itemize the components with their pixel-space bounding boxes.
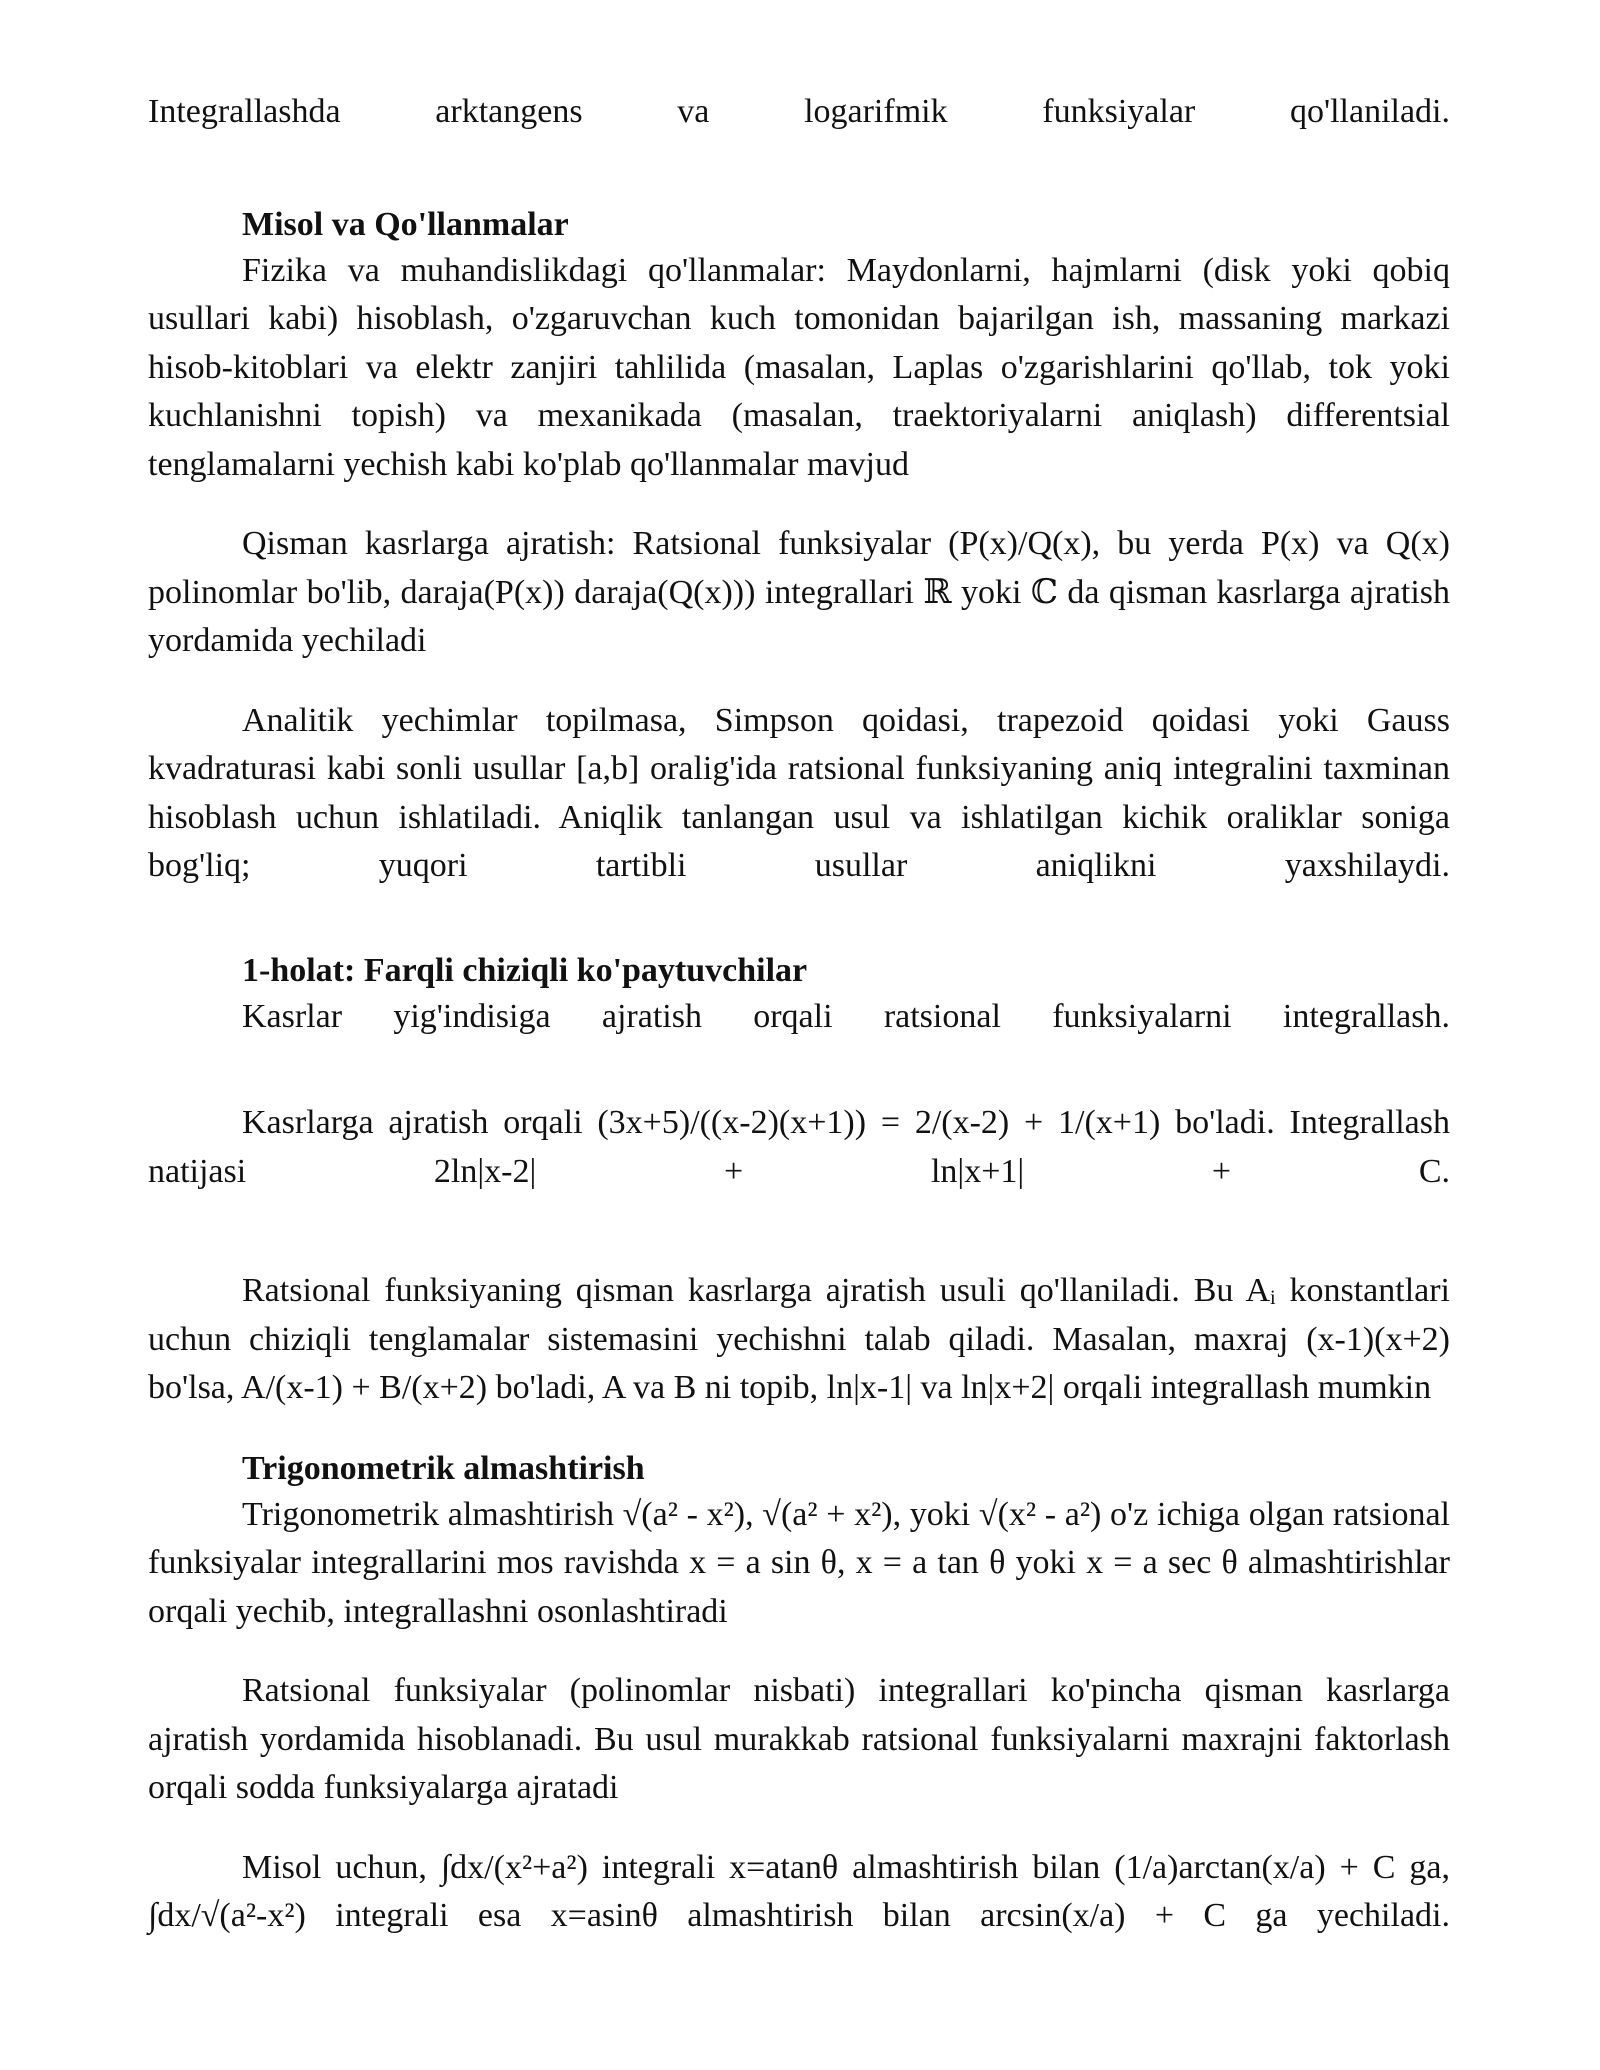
paragraph-applications: Fizika va muhandislikdagi qo'llanmalar: Maydonlarni, hajmlarni (disk yoki qobiq usullari kabi) hisoblash, o'zgaruvchan kuch tomonidan bajarilgan ish, massaning markazi hisob-kitoblari va elektr zanjiri tahlilida (masalan, Laplas o'zgarishlarini qo'llab, tok yoki kuchlanishni topish) va mexanikada (masalan, traektoriyalarni aniqlash) differentsial tenglamalarni yechish kabi ko'plab qo'llanmalar mavjud bbox=[148, 251, 1450, 483]
document-body bbox=[148, 88, 1450, 1941]
paragraph-intro: Integrallashda arktangens va logarifmik funksiyalar qo'llaniladi. bbox=[148, 93, 1450, 130]
heading-examples: Misol va Qo'llanmalar bbox=[242, 205, 569, 243]
paragraph-linear-system: Ratsional funksiyaning qisman kasrlarga ajratish usuli qo'llaniladi. Bu Aᵢ konstantlari uchun chiziqli tenglamalar sistemasini yechishni talab qiladi. Masalan, maxraj (x-1)(x+2) bo'lsa, A/(x-1) + B/(x+2) bo'ladi, A va B ni topib, ln|x-1| va ln|x+2| orqali integrallash mumkin bbox=[148, 1272, 1450, 1406]
paragraph-partial-fractions: Qisman kasrlarga ajratish: Ratsional funksiyalar (P(x)/Q(x), bu yerda P(x) va Q(x) polinomlar bo'lib, daraja(P(x)) daraja(Q(x))) integrallari ℝ yoki ℂ da qisman kasrlarga ajratish yordamida yechiladi bbox=[148, 525, 1450, 659]
paragraph-sum-of-fractions: Kasrlar yig'indisiga ajratish orqali ratsional funksiyalarni integrallash. bbox=[242, 997, 1450, 1035]
paragraph-example-decomposition: Kasrlarga ajratish orqali (3x+5)/((x-2)(x+1)) = 2/(x-2) + 1/(x+1) bo'ladi. Integrallash natijasi 2ln|x-2| + ln|x+1| + C. bbox=[148, 1104, 1450, 1190]
paragraph-integral-examples: Misol uchun, ∫dx/(x²+a²) integrali x=atanθ almashtirish bilan (1/a)arctan(x/a) + C ga, ∫dx/√(a²-x²) integrali esa x=asinθ almashtirish bilan arcsin(x/a) + C ga yechiladi. bbox=[148, 1848, 1450, 1934]
paragraph-polynomial-ratio: Ratsional funksiyalar (polinomlar nisbati) integrallari ko'pincha qisman kasrlarga ajratish yordamida hisoblanadi. Bu usul murakkab ratsional funksiyalarni maxrajni faktorlash orqali sodda funksiyalarga ajratadi bbox=[148, 1672, 1450, 1806]
paragraph-trig-substitution: Trigonometrik almashtirish √(a² - x²), √(a² + x²), yoki √(x² - a²) o'z ichiga olgan ratsional funksiyalar integrallarini mos ravishda x = a sin θ, x = a tan θ yoki x = a sec θ almashtirishlar orqali yechib, integrallashni osonlashtiradi bbox=[148, 1495, 1450, 1630]
heading-trig-substitution: Trigonometrik almashtirish bbox=[242, 1449, 645, 1487]
heading-case-1: 1-holat: Farqli chiziqli ko'paytuvchilar bbox=[242, 951, 808, 989]
paragraph-numerical-methods: Analitik yechimlar topilmasa, Simpson qoidasi, trapezoid qoidasi yoki Gauss kvadraturasi kabi sonli usullar [a,b] oralig'ida ratsional funksiyaning aniq integralini taxminan hisoblash uchun ishlatiladi. Aniqlik tanlangan usul va ishlatilgan kichik oraliklar soniga bog'liq; yuqori tartibli usullar aniqlikni yaxshilaydi. bbox=[148, 701, 1450, 884]
